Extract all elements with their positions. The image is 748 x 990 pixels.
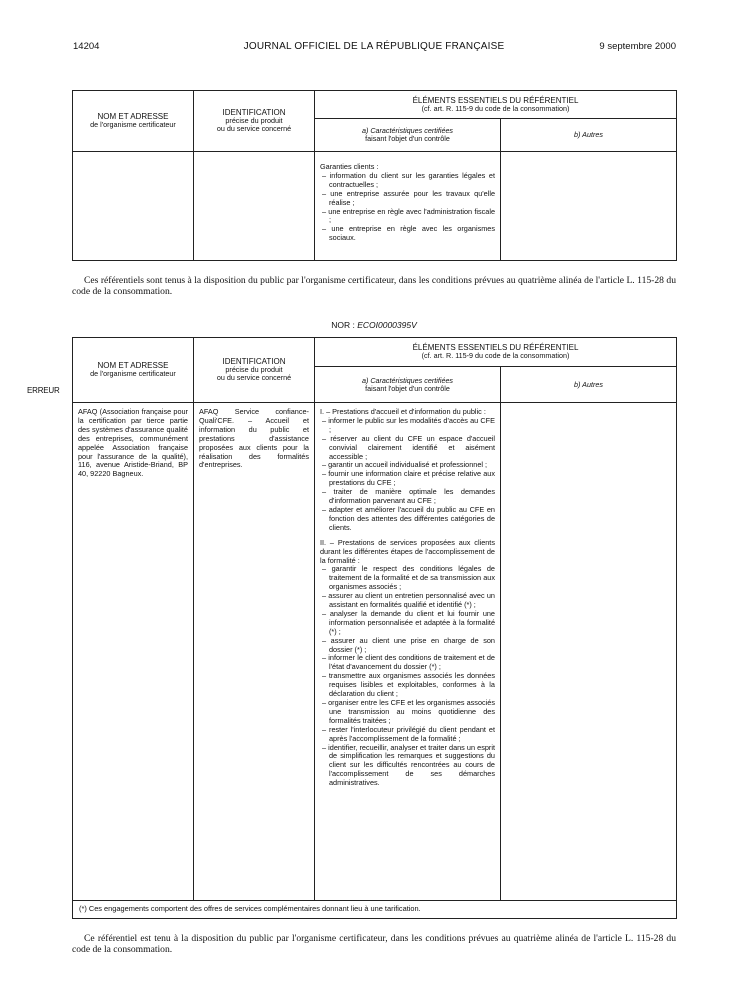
list-item: – une entreprise en règle avec l'administration fiscale ; bbox=[322, 206, 495, 225]
list-item: – garantir le respect des conditions légales de traitement de la formalité et de sa transmission aux organismes associés ; bbox=[322, 564, 495, 592]
page-number: 14204 bbox=[73, 41, 100, 52]
col-header-a: a) Caractéristiques certifiées faisant l'objet d'un contrôle bbox=[315, 367, 501, 403]
margin-note-erreur: ERREUR bbox=[27, 386, 60, 395]
col-header-identification: IDENTIFICATION précise du produit ou du service concerné bbox=[194, 338, 315, 403]
col-header-identification: IDENTIFICATION précise du produit ou du service concerné bbox=[194, 91, 315, 152]
list-item: – identifier, recueillir, analyser et traiter dans un esprit de simplification les remarques et suggestions du client sur les difficultés rencontrées au cours de l'accomplissement de ses démarches administratives. bbox=[322, 742, 495, 788]
table-footnote: (*) Ces engagements comportent des offres de services complémentaires donnant lieu à une tarification. bbox=[73, 901, 677, 919]
section-title: II. – Prestations de services proposées aux clients durant les différentes étapes de l'accomplissement de la formalité : bbox=[320, 537, 495, 565]
list-item: – rester l'interlocuteur privilégié du client pendant et après l'accomplissement de la formalité ; bbox=[322, 724, 495, 743]
table-continued bbox=[72, 90, 677, 261]
list-item: – garantir un accueil individualisé et professionnel ; bbox=[322, 460, 488, 470]
list-item: – informer le public sur les modalités d'accès au CFE ; bbox=[322, 415, 495, 434]
col-header-b: b) Autres bbox=[501, 367, 677, 403]
cell-identification-empty bbox=[194, 152, 315, 261]
list-item: – une entreprise en règle avec les organismes sociaux. bbox=[322, 224, 495, 243]
cell-caracteristiques bbox=[315, 403, 501, 901]
list-item: – informer le client des conditions de traitement et de l'état d'avancement du dossier (*) ; bbox=[322, 653, 495, 672]
col-header-elements: ÉLÉMENTS ESSENTIELS DU RÉFÉRENTIEL (cf. art. R. 115-9 du code de la consommation) bbox=[315, 338, 677, 367]
journal-title: JOURNAL OFFICIEL DE LA RÉPUBLIQUE FRANÇAISE bbox=[243, 41, 505, 52]
list-item: – transmettre aux organismes associés les données requises lisibles et exploitables, conformes à la déclaration du client ; bbox=[322, 671, 495, 699]
list-item: – fournir une information claire et précise relative aux prestations du CFE ; bbox=[322, 469, 495, 488]
cell-identification: AFAQ Service confiance-Quali'CFE. – Accueil et information du public et prestations d'assistance proposées aux clients pour la réalisation des formalités d'entreprises. bbox=[194, 403, 315, 901]
list-item: – assurer au client un entretien personnalisé avec un assistant en formalités qualifié et identifié (*) ; bbox=[322, 591, 495, 610]
list-item: – une entreprise assurée pour les travaux qu'elle réalise ; bbox=[322, 188, 495, 207]
table-afaq bbox=[72, 337, 677, 919]
section1-list bbox=[320, 417, 495, 533]
paragraph-referentiel: Ce référentiel est tenu à la disposition du public par l'organisme certificateur, dans les conditions prévues au quatrième alinéa de l'article L. 115-28 du code de la consommation. bbox=[72, 933, 676, 955]
nor-reference: NOR : ECOI0000395V bbox=[331, 320, 417, 330]
cell-organisme-empty bbox=[73, 152, 194, 261]
list-item: – traiter de manière optimale les demandes d'information parvenant au CFE ; bbox=[322, 487, 495, 506]
garanties-list bbox=[320, 172, 495, 243]
cell-autres-empty bbox=[501, 152, 677, 261]
col-header-a: a) Caractéristiques certifiées faisant l'objet d'un contrôle bbox=[315, 119, 501, 152]
list-item: – organiser entre les CFE et les organismes associés une transmission au moins quotidienne des formalités traitées ; bbox=[322, 698, 495, 725]
col-header-b: b) Autres bbox=[501, 119, 677, 152]
list-item: – assurer au client une prise en charge de son dossier (*) ; bbox=[322, 635, 495, 654]
list-item: – réserver au client du CFE un espace d'accueil convivial clairement identifié et aisément accessible ; bbox=[322, 433, 495, 461]
list-item: – information du client sur les garanties légales et contractuelles ; bbox=[322, 170, 495, 189]
section2-list bbox=[320, 565, 495, 788]
col-header-nom: NOM ET ADRESSE de l'organisme certificateur bbox=[73, 91, 194, 152]
list-item: – adapter et améliorer l'accueil du public au CFE en fonction des attentes des différentes catégories de clients. bbox=[322, 504, 495, 532]
cell-autres-empty bbox=[501, 403, 677, 901]
cell-caracteristiques: Garanties clients : – information du client sur les garanties légales et contractuelles ; – une entreprise assurée pour les travaux qu'elle réalise ; – une entreprise en règle avec l'administration fiscale ; – une entreprise en règle avec les organismes sociaux. bbox=[315, 152, 501, 261]
paragraph-referentiels: Ces référentiels sont tenus à la disposition du public par l'organisme certificateur, dans les conditions prévues au quatrième alinéa de l'article L. 115-28 du code de la consommation. bbox=[72, 275, 676, 297]
issue-date: 9 septembre 2000 bbox=[599, 41, 676, 52]
cell-organisme: AFAQ (Association française pour la certification par tierce partie des systèmes d'assurance qualité des entreprises, communément appelée Association française pour l'assurance de la qualité), 116, avenue Aristide-Briand, BP 40, 92220 Bagneux. bbox=[73, 403, 194, 901]
col-header-elements: ÉLÉMENTS ESSENTIELS DU RÉFÉRENTIEL (cf. art. R. 115-9 du code de la consommation) bbox=[315, 91, 677, 119]
col-header-nom: NOM ET ADRESSE de l'organisme certificateur bbox=[73, 338, 194, 403]
list-item: – analyser la demande du client et lui fournir une information personnalisée et adaptée à la formalité (*) ; bbox=[322, 608, 495, 636]
section-title: I. – Prestations d'accueil et d'information du public : bbox=[320, 407, 486, 416]
